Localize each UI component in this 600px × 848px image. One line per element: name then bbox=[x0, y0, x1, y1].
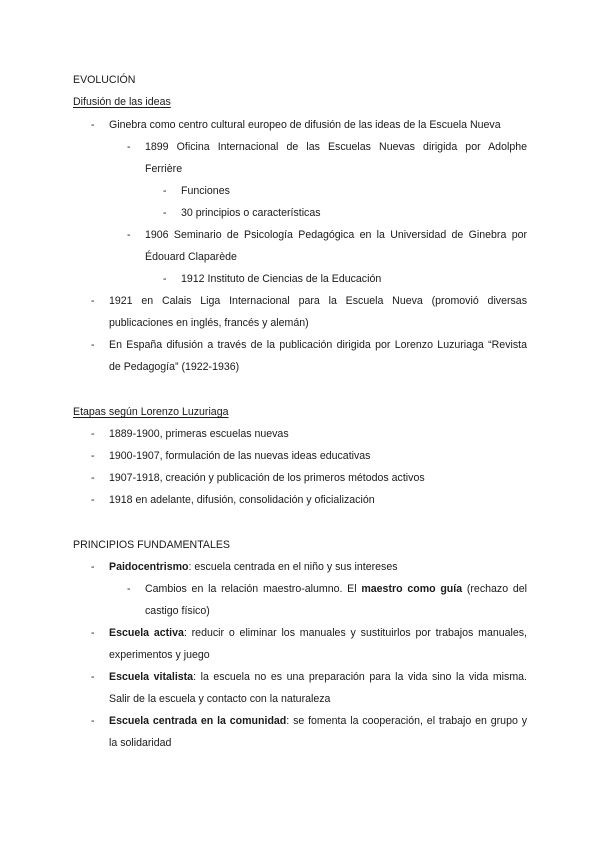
list-item-1899: 1899 Oficina Internacional de las Escuelas Nuevas dirigida por Adolphe bbox=[145, 141, 527, 153]
list-item-etapa-1: 1889-1900, primeras escuelas nuevas bbox=[109, 428, 289, 440]
bullet-dash: - bbox=[91, 450, 95, 462]
bullet-dash: - bbox=[91, 561, 95, 573]
bullet-dash: - bbox=[91, 119, 95, 131]
bullet-dash: - bbox=[163, 207, 167, 219]
list-item-1921: 1921 en Calais Liga Internacional para la Escuela Nueva (promovió diversas bbox=[109, 295, 527, 307]
bullet-dash: - bbox=[91, 671, 95, 683]
bullet-dash: - bbox=[91, 295, 95, 307]
list-item-1899-cont: Ferrière bbox=[145, 163, 183, 175]
subtitle-etapas: Etapas según Lorenzo Luzuriaga bbox=[73, 406, 229, 418]
term-escuela-vitalista: Escuela vitalista bbox=[109, 671, 194, 683]
list-item-funciones: Funciones bbox=[181, 185, 230, 197]
list-item-maestro-cont: castigo físico) bbox=[145, 605, 210, 617]
list-item-1906-cont: Édouard Claparède bbox=[145, 251, 237, 263]
term-paidocentrismo: Paidocentrismo bbox=[109, 561, 189, 573]
bullet-dash: - bbox=[91, 627, 95, 639]
list-item-espana-cont: de Pedagogía” (1922-1936) bbox=[109, 361, 240, 373]
section-title-principios: PRINCIPIOS FUNDAMENTALES bbox=[73, 539, 230, 551]
list-item-etapa-2: 1900-1907, formulación de las nuevas ideas educativas bbox=[109, 450, 371, 462]
bullet-dash: - bbox=[127, 583, 131, 595]
list-item-1912: 1912 Instituto de Ciencias de la Educación bbox=[181, 273, 382, 285]
list-item-escuela-activa-cont: experimentos y juego bbox=[109, 649, 210, 661]
list-item-ginebra: Ginebra como centro cultural europeo de difusión de las ideas de la Escuela Nueva bbox=[109, 119, 501, 131]
list-item-espana: En España difusión a través de la publicación dirigida por Lorenzo Luzuriaga “Revista bbox=[109, 339, 527, 351]
list-item-escuela-comunidad: Escuela centrada en la comunidad: se fomenta la cooperación, el trabajo en grupo y bbox=[109, 715, 527, 727]
term-maestro-guia: maestro como guía bbox=[361, 583, 463, 595]
bullet-dash: - bbox=[91, 339, 95, 351]
list-item-1906: 1906 Seminario de Psicología Pedagógica en la Universidad de Ginebra por bbox=[145, 229, 527, 241]
bullet-dash: - bbox=[91, 715, 95, 727]
term-escuela-activa: Escuela activa bbox=[109, 627, 184, 639]
list-item-escuela-vitalista: Escuela vitalista: la escuela no es una preparación para la vida sino la vida misma. bbox=[109, 671, 527, 683]
list-item-paidocentrismo: Paidocentrismo: escuela centrada en el niño y sus intereses bbox=[109, 561, 398, 573]
list-item-1921-cont: publicaciones en inglés, francés y alemán) bbox=[109, 317, 309, 329]
bullet-dash: - bbox=[163, 185, 167, 197]
bullet-dash: - bbox=[91, 494, 95, 506]
term-escuela-comunidad: Escuela centrada en la comunidad bbox=[109, 715, 287, 727]
list-item-etapa-3: 1907-1918, creación y publicación de los primeros métodos activos bbox=[109, 472, 425, 484]
list-item-30-principios: 30 principios o características bbox=[181, 207, 321, 219]
bullet-dash: - bbox=[127, 141, 131, 153]
list-item-etapa-4: 1918 en adelante, difusión, consolidación y oficialización bbox=[109, 494, 375, 506]
bullet-dash: - bbox=[127, 229, 131, 241]
list-item-escuela-comunidad-cont: la solidaridad bbox=[109, 737, 172, 749]
bullet-dash: - bbox=[91, 472, 95, 484]
section-title-evolucion: EVOLUCIÓN bbox=[73, 74, 136, 86]
bullet-dash: - bbox=[163, 273, 167, 285]
list-item-escuela-vitalista-cont: Salir de la escuela y contacto con la naturaleza bbox=[109, 693, 331, 705]
list-item-escuela-activa: Escuela activa: reducir o eliminar los manuales y sustituirlos por trabajos manuales, bbox=[109, 627, 527, 639]
subtitle-difusion: Difusión de las ideas bbox=[73, 96, 171, 108]
bullet-dash: - bbox=[91, 428, 95, 440]
list-item-maestro: Cambios en la relación maestro-alumno. El maestro como guía (rechazo del bbox=[145, 583, 527, 595]
